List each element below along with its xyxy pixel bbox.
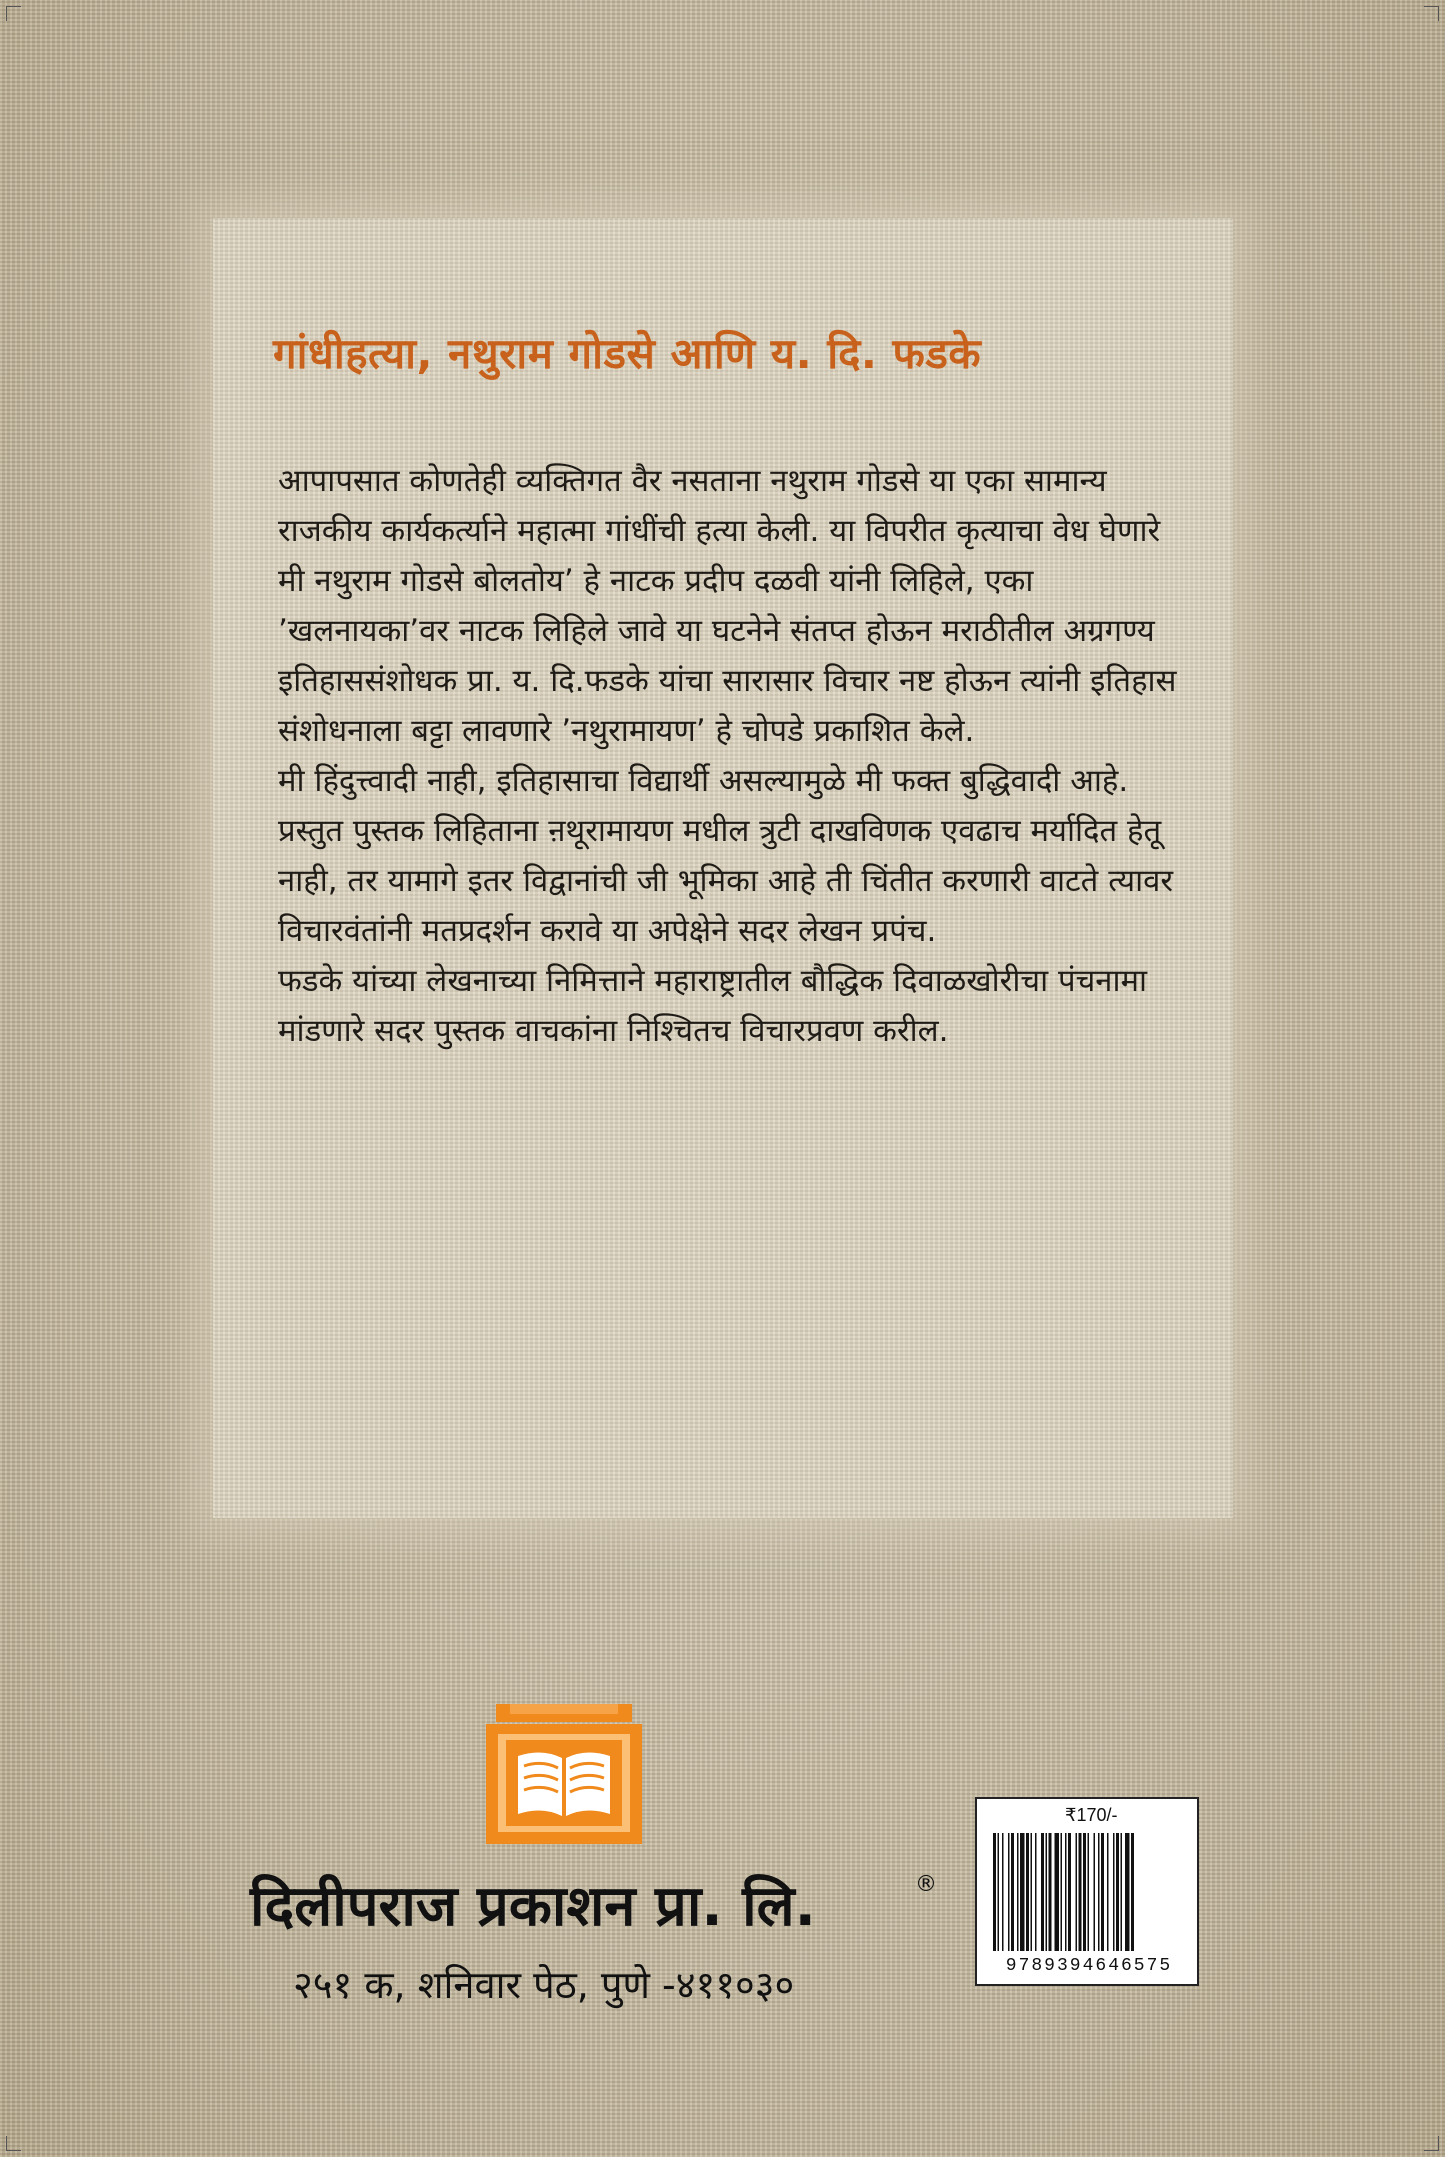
- barcode-bar: [1041, 1833, 1044, 1951]
- barcode-bar: [1113, 1833, 1115, 1951]
- registered-mark: ®: [915, 1872, 937, 1897]
- barcode-bar: [1065, 1833, 1067, 1951]
- price-label: ₹170/-: [1065, 1805, 1118, 1825]
- barcode-bar: [1035, 1833, 1037, 1951]
- barcode-bar: [1131, 1833, 1134, 1951]
- barcode-bar: [1026, 1833, 1029, 1951]
- barcode-icon: [991, 1833, 1187, 1951]
- barcode-bar: [1002, 1833, 1004, 1951]
- barcode-bar: [1094, 1833, 1096, 1951]
- isbn-number: 9789394646575: [1005, 1956, 1173, 1976]
- blurb-paragraph: प्रस्तुत पुस्तक लिहिताना ऩथूरामायण मधील त्रुटी दाखविणक एवढाच मर्यादित हेतू नाही, तर यामागे इतर विद्वानांची जी भूमिका आहे ती चिंतीत करणारी वाटते त्यावर विचारवंतांनी मतप्रदर्शन करावे या अपेक्षेने सदर लेखन प्रपंच.: [278, 813, 1174, 949]
- barcode-bar: [1068, 1833, 1071, 1951]
- barcode-bar: [1125, 1833, 1130, 1951]
- barcode-bar: [1061, 1833, 1063, 1951]
- barcode-bar: [1031, 1833, 1033, 1951]
- barcode-bar: [998, 1833, 1000, 1951]
- barcode-bar: [1055, 1833, 1060, 1951]
- crop-mark-bottom-right: [1424, 2136, 1439, 2151]
- blurb-panel: [213, 218, 1233, 1518]
- barcode-bar: [1107, 1833, 1109, 1951]
- barcode-bar: [1008, 1833, 1010, 1951]
- barcode-bar: [1079, 1833, 1082, 1951]
- blurb-paragraph: मी हिंदुत्त्वादी नाही, इतिहासाचा विद्यार्थी असल्यामुळे मी फक्त बुद्धिवादी आहे.: [278, 763, 1129, 799]
- barcode-bar: [1101, 1833, 1104, 1951]
- open-book-stack-icon: [482, 1700, 646, 1848]
- barcode-bar: [1098, 1833, 1100, 1951]
- barcode-bar: [1011, 1833, 1014, 1951]
- blurb-paragraph: आपापसात कोणतेही व्यक्तिगत वैर नसताना नथुराम गोडसे या एका सामान्य राजकीय कार्यकर्त्याने महात्मा गांधींची हत्या केली. या विपरीत कृत्याचा वेध घेणारे मी नथुराम गोडसे बोलतोय’ हे नाटक प्रदीप दळवी यांनी लिहिले, एका ’खलनायका’वर नाटक लिहिले जावे या घटनेने संतप्त होऊन मराठीतील अग्रगण्य इतिहाससंशोधक प्रा. य. दि.फडके यांचा सारासार विचार नष्ट होऊन त्यांनी इतिहास संशोधनाला बट्टा लावणारे ’नथुरामायण’ हे चोपडे प्रकाशित केले.: [278, 463, 1177, 749]
- crop-mark-top-left: [6, 6, 21, 21]
- barcode-bar: [993, 1833, 996, 1951]
- publisher-name: दिलीपराज प्रकाशन प्रा. लि.: [250, 1874, 816, 1939]
- barcode-bar: [1083, 1833, 1086, 1951]
- crop-mark-bottom-left: [6, 2136, 21, 2151]
- back-cover-title: गांधीहत्या, नथुराम गोडसे आणि य. दि. फडके: [273, 329, 982, 378]
- barcode-bar: [1116, 1833, 1119, 1951]
- barcode-bar: [1020, 1833, 1025, 1951]
- barcode-bar: [1121, 1833, 1123, 1951]
- crop-mark-top-right: [1424, 6, 1439, 21]
- barcode-bar: [1076, 1833, 1078, 1951]
- barcode-bar: [1049, 1833, 1052, 1951]
- publisher-address: २५१ क, शनिवार पेठ, पुणे -४११०३०: [293, 1963, 795, 2007]
- blurb-text: [278, 456, 1178, 1056]
- barcode-bar: [1017, 1833, 1019, 1951]
- isbn-barcode-box: [975, 1797, 1199, 1986]
- blurb-paragraph: फडके यांच्या लेखनाच्या निमित्ताने महाराष्ट्रातील बौद्धिक दिवाळखोरीचा पंचनामा मांडणारे सदर पुस्तक वाचकांना निश्चितच विचारप्रवण करील.: [278, 963, 1148, 1049]
- barcode-bar: [1046, 1833, 1048, 1951]
- barcode-bar: [1088, 1833, 1090, 1951]
